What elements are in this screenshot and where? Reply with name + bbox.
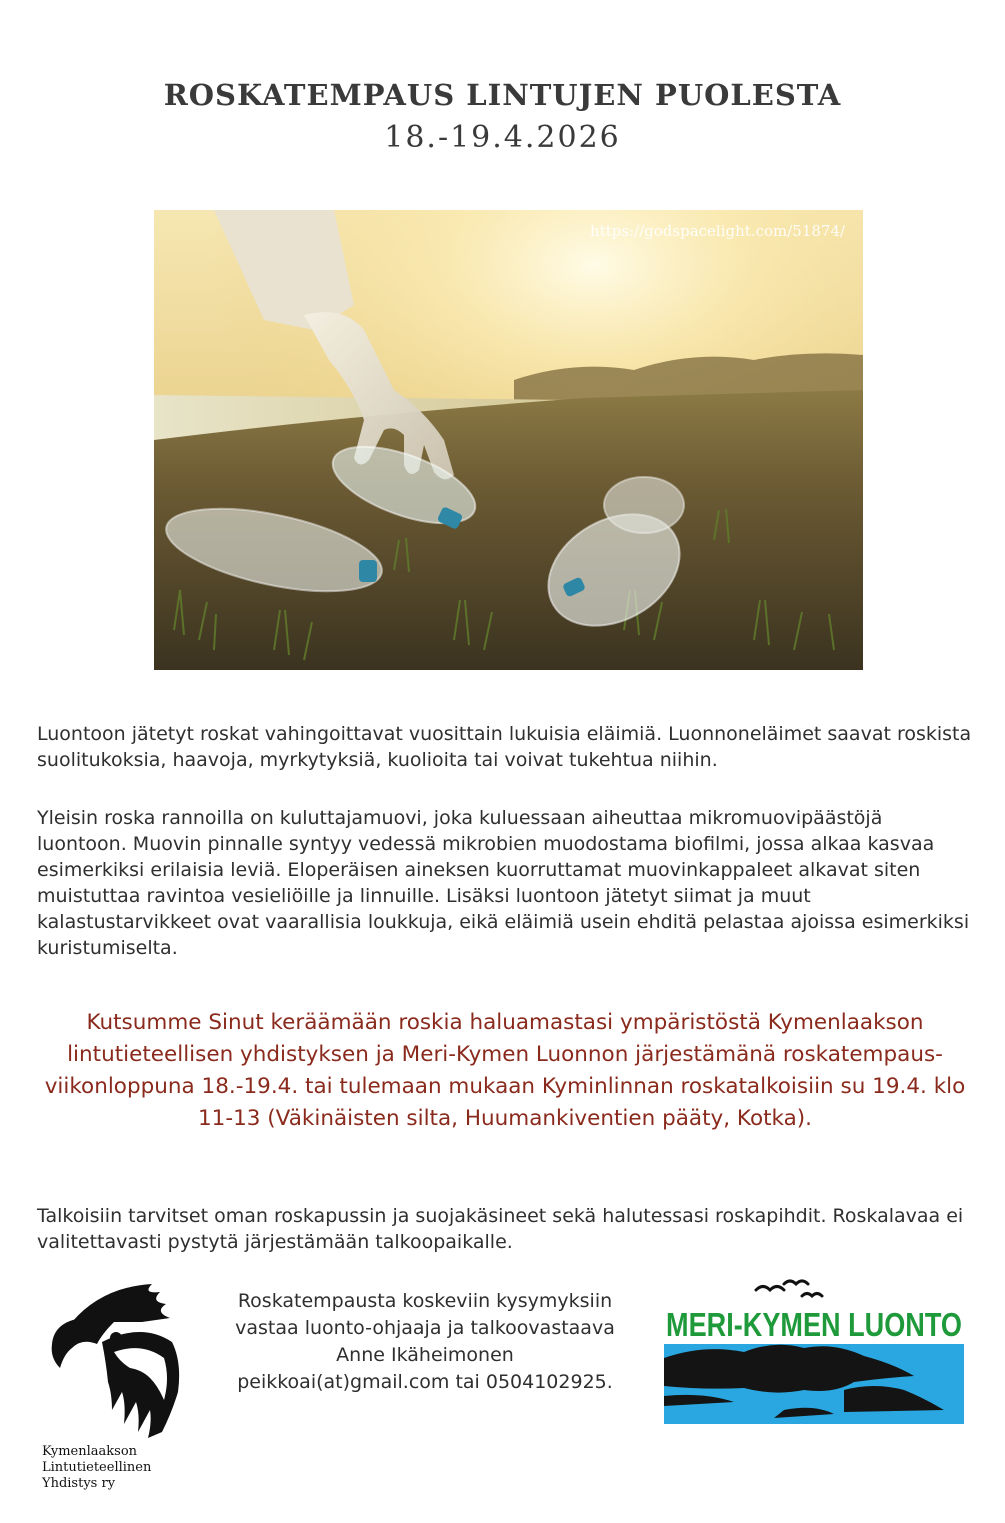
eagle-logo-caption <box>42 1444 202 1492</box>
contact-line: vastaa luonto-ohjaaja ja talkoovastaava <box>235 1317 615 1339</box>
event-date: 18.-19.4.2026 <box>384 120 621 155</box>
equipment-paragraph: Talkoisiin tarvitset oman roskapussin ja suojakäsineet sekä halutessasi roskapihdit. Roskalavaa ei valitettavasti pystytä järjestämään talkoopaikalle. <box>37 1205 964 1253</box>
contact-line: Roskatempausta koskeviin kysymyksiin <box>237 1290 613 1312</box>
page-title: ROSKATEMPAUS LINTUJEN PUOLESTA <box>163 78 842 112</box>
contact-details: peikkoai(at)gmail.com tai 0504102925. <box>237 1371 613 1393</box>
beach-litter-photo <box>154 210 863 670</box>
logo-text: MERI-KYMEN LUONTO <box>666 1306 962 1343</box>
caption-line: Yhdistys ry <box>42 1476 116 1491</box>
meri-kymen-luonto-logo <box>664 1278 964 1424</box>
caption-line: Lintutieteellinen <box>42 1460 152 1475</box>
intro-paragraph: Luontoon jätetyt roskat vahingoittavat vuosittain lukuisia eläimiä. Luonnoneläimet saavat roskista suolitukoksia, haavoja, myrkytyksiä, kuolioita tai voivat tukehtua niihin. <box>37 723 972 771</box>
invitation-text: Kutsumme Sinut keräämään roskia haluamastasi ympäristöstä Kymenlaakson lintutieteellisen yhdistyksen ja Meri-Kymen Luonnon järjestämänä roskatempaus-viikonloppuna 18.-19.4. tai tulemaan mukaan Kyminlinnan roskatalkoisiin su 19.4. klo 11-13 (Väkinäisten silta, Huumankiventien pääty, Kotka). <box>44 1010 966 1131</box>
photo-source-url: https://godspacelight.com/51874/ <box>590 222 846 240</box>
plastic-paragraph: Yleisin roska rannoilla on kuluttajamuovi, joka kuluessaan aiheuttaa mikromuovipäästöjä luontoon. Muovin pinnalle syntyy vedessä mikrobien muodostama biofilmi, jossa alkaa kasvaa esimerkiksi erilaisia leviä. Eloperäisen aineksen kuorruttamat muovinkappaleet alkavat siten muistuttaa ravintoa vesieliöille ja linnuille. Lisäksi luontoon jätetyt siimat ja muut kalastustarvikkeet ovat vaarallisia loukkuja, eikä eläimiä usein ehditä pelastaa ajoissa esimerkiksi kuristumiselta. <box>37 807 970 959</box>
contact-name: Anne Ikäheimonen <box>336 1344 514 1366</box>
caption-line: Kymenlaakson <box>42 1444 138 1459</box>
eagle-head-icon <box>42 1282 190 1442</box>
contact-info <box>205 1288 645 1396</box>
